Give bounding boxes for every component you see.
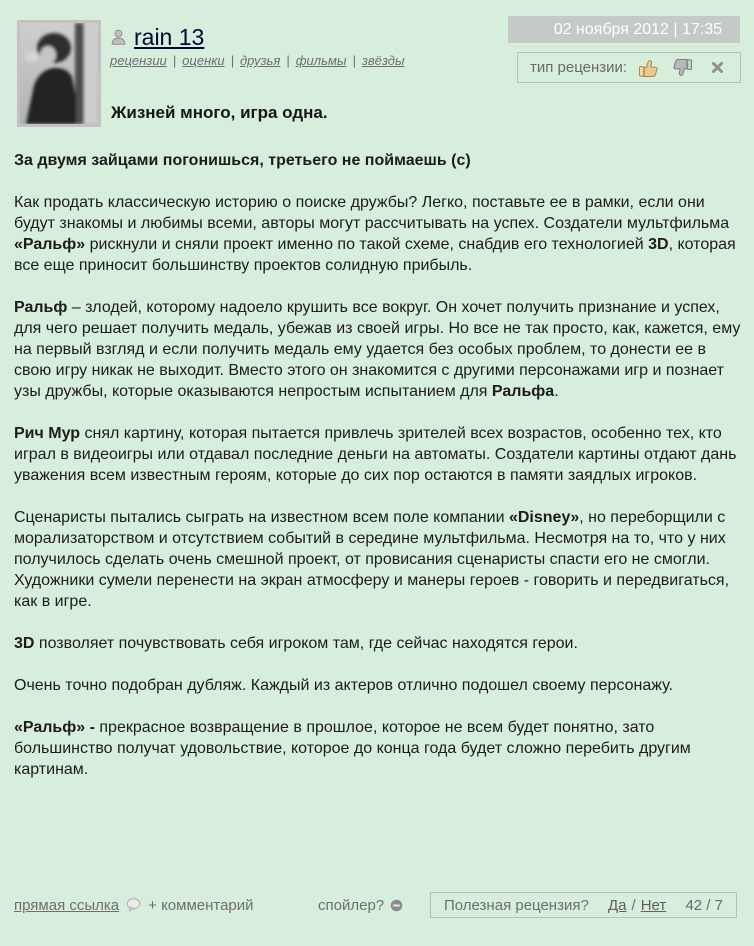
review-text: снял картину, которая пытается привлечь зрителей всех возрастов, особенно тех, кто играл в видеоигры или отдавал последние деньги на автоматы. Создатели картины отдают дань уважения всем известным героям, которые до сих пор остаются в памяти заядлых игроков. (14, 425, 737, 484)
user-icon (110, 29, 127, 46)
review-date-badge: 02 ноября 2012 | 17:35 (508, 16, 740, 43)
review-paragraph (14, 507, 741, 612)
review-text-bold: «Ральф» (14, 236, 86, 253)
nav-stars-link[interactable]: звёзды (361, 53, 405, 68)
nav-separator: | (172, 53, 177, 68)
review-text-bold: Ральфа (491, 383, 555, 400)
review-paragraph (14, 192, 741, 276)
review-type-label: тип рецензии: (530, 59, 628, 76)
vote-no-link[interactable]: Нет (640, 896, 667, 914)
review-text-bold: Рич Мур (14, 425, 81, 442)
review-title: Жизней много, игра одна. (111, 103, 328, 122)
review-text-bold: Ральф (14, 299, 68, 316)
review-text-bold: 3D (14, 635, 35, 652)
review-text-bold: 3D (648, 236, 669, 253)
spoiler-label: спойлер? (318, 896, 385, 914)
review-body (14, 150, 741, 780)
review-epigraph: За двумя зайцами погонишься, третьего не поймаешь (с) (14, 152, 471, 169)
thumb-up-icon[interactable] (636, 56, 661, 80)
review-text-bold: «Disney» (508, 509, 580, 526)
review-text: позволяет почувствовать себя игроком там, где сейчас находятся герои. (34, 635, 578, 652)
nav-separator: | (352, 53, 356, 68)
close-icon[interactable] (712, 62, 723, 73)
add-comment-link[interactable]: + комментарий (148, 896, 254, 914)
review-text: прекрасное возвращение в прошлое, которое не всем будет понятно, зато большинство получат удовольствие, которое до конца года будет сложно перебить другим картинам. (14, 719, 691, 778)
vote-yes-link[interactable]: Да (608, 896, 627, 914)
review-text: Сценаристы пытались сыграть на известном всем поле компании (14, 509, 509, 526)
review-text: Как продать классическую историю о поиске дружбы? Легко, поставьте ее в рамки, если они будут знакомы и любимы всеми, авторы могут рассчитывать на успех. Создатели мультфильма (14, 194, 730, 232)
review-footer (14, 890, 741, 920)
review-text-bold: «Ральф» - (14, 719, 95, 736)
nav-films-link[interactable]: фильмы (295, 53, 347, 68)
review-paragraph (14, 297, 741, 402)
review-text: рискнули и сняли проект именно по такой схеме, снабдив его технологией (85, 236, 649, 253)
direct-link[interactable]: прямая ссылка (14, 896, 120, 914)
review-text: , которая все еще приносит большинству проектов солидную прибыль. (14, 236, 736, 274)
thumb-down-icon[interactable] (670, 56, 695, 80)
useful-review-box (430, 892, 737, 918)
nav-separator: | (230, 53, 234, 68)
nav-reviews-link[interactable]: рецензии (110, 53, 167, 68)
review-text: . (554, 383, 559, 400)
footer-links (14, 890, 254, 920)
nav-friends-link[interactable]: друзья (239, 53, 281, 68)
review-paragraph (14, 675, 741, 696)
review-text: – злодей, которому надоело крушить все вокруг. Он хочет получить признание и успех, для чего решает получить медаль, убежав из своей игры. Но все не так просто, как, кажется, ему на первый взгляд и если получить медаль ему удается без особых проблем, то донести ее в свою игру никак не выходит. Вместо этого он знакомится с другими персонажами игр и познает узы дружбы, которые оказываются непростым испытанием для (14, 299, 741, 400)
vote-links (608, 897, 666, 914)
spoiler-control (318, 890, 403, 920)
review-paragraph (14, 633, 741, 654)
minus-circle-icon[interactable] (390, 899, 403, 912)
nav-ratings-link[interactable]: оценки (182, 53, 225, 68)
avatar-photo (20, 23, 98, 124)
user-header (110, 24, 204, 51)
comment-bubble-icon[interactable] (126, 898, 141, 912)
user-avatar[interactable] (17, 20, 101, 127)
username-link[interactable]: rain 13 (134, 24, 205, 50)
vote-separator: / (631, 896, 636, 914)
nav-separator: | (286, 53, 290, 68)
review-type-box (517, 52, 741, 83)
useful-question-label: Полезная рецензия? (444, 896, 589, 914)
review-paragraph (14, 423, 741, 486)
review-text: Очень точно подобран дубляж. Каждый из актеров отлично подошел своему персонажу. (14, 677, 673, 694)
review-text: , но переборщили с морализаторством и отсутствием событий в середине мультфильма. Несмотря на то, что у них получилось сделать очень смешной проект, от провисания сценаристы спасти его не смогли. Художники сумели перенести на экран атмосферу и манеры героев - говорить и передвигаться, как в игре. (14, 509, 730, 610)
profile-nav (110, 53, 405, 68)
vote-counts: 42 / 7 (685, 896, 723, 914)
review-paragraph (14, 717, 741, 780)
